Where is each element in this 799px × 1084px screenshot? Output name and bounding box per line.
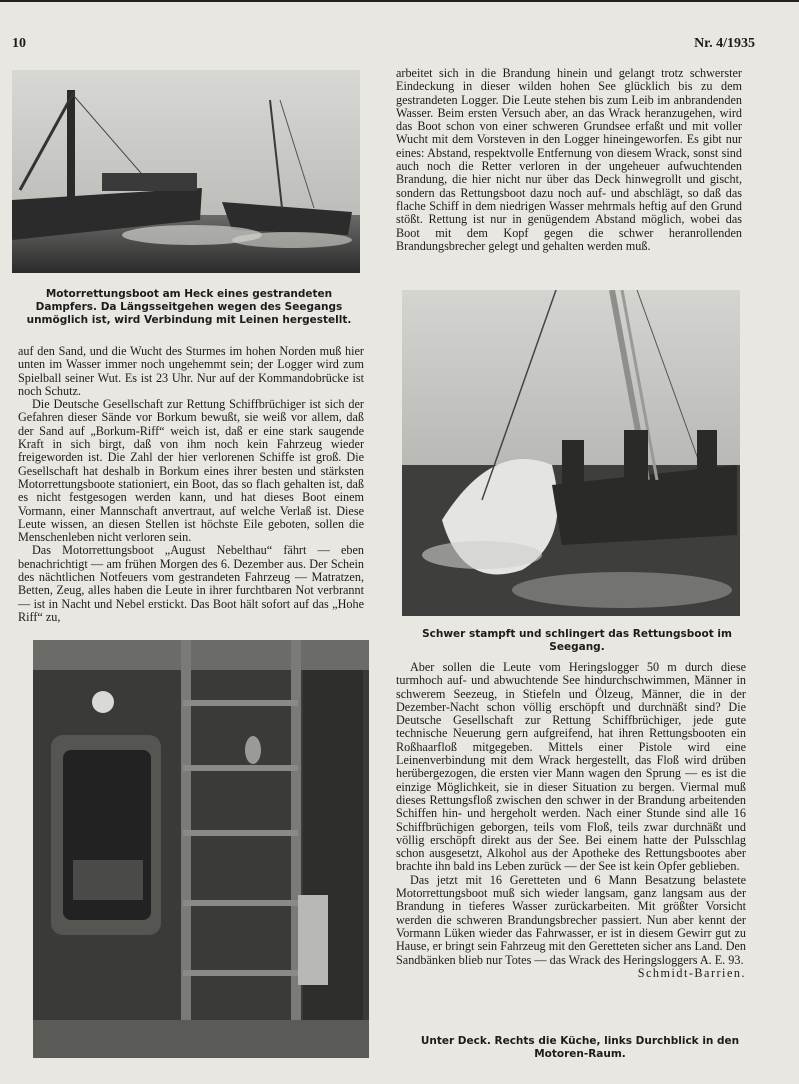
article-right-bottom	[396, 661, 746, 980]
article-right-top	[396, 67, 742, 253]
photo2-caption: Schwer stampft und schlingert das Rettungsboot im Seegang.	[422, 628, 732, 653]
right-bottom-paragraph-2: Das jetzt mit 16 Geretteten und 6 Mann Besatzung belastete Motorrettungsboot muß sich wieder langsam, ganz langsam aus der Brandung in tieferes Wasser zurückarbeiten. Mit größter Vorsicht werden die schweren Brandungsbrecher passiert. Nun aber kennt der Vormann Lüken wieder das Fahrwasser, er ist in diesem Gewirr gut zu Hause, er bringt sein Fahrzeug mit den Geretteten sicher ans Land. Den Sandbänken blieb nur Totes — das Wrack des Heringsloggers A. E. 93.	[396, 872, 746, 967]
photo-below-deck	[33, 640, 369, 1058]
photo1-caption: Motorrettungsboot am Heck eines gestrandeten Dampfers. Da Längsseitgehen wegen des Seegangs unmöglich ist, wird Verbindung mit Leinen hergestellt.	[26, 288, 352, 326]
author-signature: Schmidt-Barrien.	[637, 965, 746, 980]
issue-number: Nr. 4/1935	[694, 36, 755, 51]
photo3-caption: Unter Deck. Rechts die Küche, links Durchblick in den Motoren-Raum.	[420, 1035, 740, 1060]
article-left-column	[18, 345, 364, 624]
right-top-paragraph: arbeitet sich in die Brandung hinein und gelangt trotz schwerster Eindeckung in dieser wilden hohen See glücklich bis zu dem gestrandeten Logger. Die Leute stehen bis zum Leib im anbrandenden Wasser. Beim ersten Versuch aber, an das Wrack heranzugehen, wird das Boot schon von einer schweren Grundsee erfaßt und mit voller Wucht mit dem Vorsteven in den Logger hineingeworfen. Es gibt nur eines: Abstand, respektvolle Entfernung von diesem Wrack, sonst sind auch noch die Retter verloren in der ungeheuer aufwuchtenden Brandung, die hier nicht nur über das Deck hinwegrollt und gischt, sondern das Rettungsboot dazu noch auf- und abschlägt, so daß das flache Schiff in dem niedrigen Wasser mehrmals heftig auf den Grund stößt. Rettung ist nur in genügendem Abstand möglich, wobei das Boot mit dem Kopf gegen die schwer heranrollenden Brandungsbrecher gelegt und gehalten werden muß.	[396, 66, 742, 253]
right-bottom-paragraph-1: Aber sollen die Leute vom Heringslogger 50 m durch diese turmhoch auf- und abwuchtende See hindurchschwimmen, Männer in schwerem Seezeug, in Stiefeln und Ölzeug, Männer, die in der Dezember-Nacht schon völlig erschöpft und durchnäßt sind? Die Deutsche Gesellschaft zur Rettung Schiffbrüchiger, jede gute technische Neuerung gern aufgreifend, hat ihren Rettungsbooten ein Roßhaarfloß mitgegeben. Mittels einer Pistole wird eine Leinenverbindung mit dem Wrack hergestellt, das Floß wird drüben herübergezogen, die ersten vier Mann wagen den Sprung — es ist die einzige Möglichkeit, sie in dieser Situation zu bergen. Viermal muß dieses Rettungsfloß zwischen den schwer in der Brandung arbeitenden Schiffen hin- und hergeholt werden. Nach einer Stunde sind alle 16 Schiffbrüchigen geborgen, teils vom Floß, teils zwar durchnäßt und völlig erschöpft direkt aus der See. Bei einem hatte der Pulsschlag schon ausgesetzt, Alkohol aus der Apotheke des Rettungsbootes aber brachte ihn bald ins Leben zurück — der See ist kein Opfer geblieben.	[396, 660, 746, 874]
left-paragraph-1: auf den Sand, und die Wucht des Sturmes im hohen Norden muß hier unten im Wasser immer noch ungehemmt sein; der Logger wird zum Spielball seiner Wut. Es ist 23 Uhr. Nur auf der Kommandobrücke ist noch Schutz.	[18, 344, 364, 398]
photo-rescue-boat-stern	[12, 70, 360, 273]
page-number: 10	[12, 36, 26, 51]
left-paragraph-2: Die Deutsche Gesellschaft zur Rettung Schiffbrüchiger ist sich der Gefahren dieser Sände vor Borkum bewußt, sie weiß vor allem, daß der Sand auf „Borkum-Riff“ weich ist, daß er eine stark saugende Kraft in sich birgt, daß von ihm noch kein Fahrzeug wieder freigeworden ist. Die Zahl der hier verlorenen Schiffe ist groß. Die Gesellschaft hat deshalb in Borkum eines ihrer besten und stärksten Motorrettungsboote stationiert, ein Boot, das so flach gehalten ist, daß es nicht festgesogen werden kann, und hat dieses Boot einem Vormann, einer Mannschaft anvertraut, auf welche Verlaß ist. Diese Leute wissen, an diesen Stellen ist höchste Eile geboten, sollen die Menschenleben nicht verloren sein.	[18, 397, 364, 545]
photo-rescue-boat-seas	[402, 290, 740, 616]
left-paragraph-3: Das Motorrettungsboot „August Nebelthau“ fährt — eben benachrichtigt — am frühen Morgen des 6. Dezember aus. Der Schein des nächtlichen Notfeuers vom gestrandeten Fahrzeug — Matratzen, Betten, Zeug, alles haben die Leute in ihrer furchtbaren Not verbrannt — ist in Nacht und Nebel erstickt. Das Boot hält sofort auf das „Hohe Riff“ zu,	[18, 543, 364, 624]
top-rule	[0, 0, 799, 2]
